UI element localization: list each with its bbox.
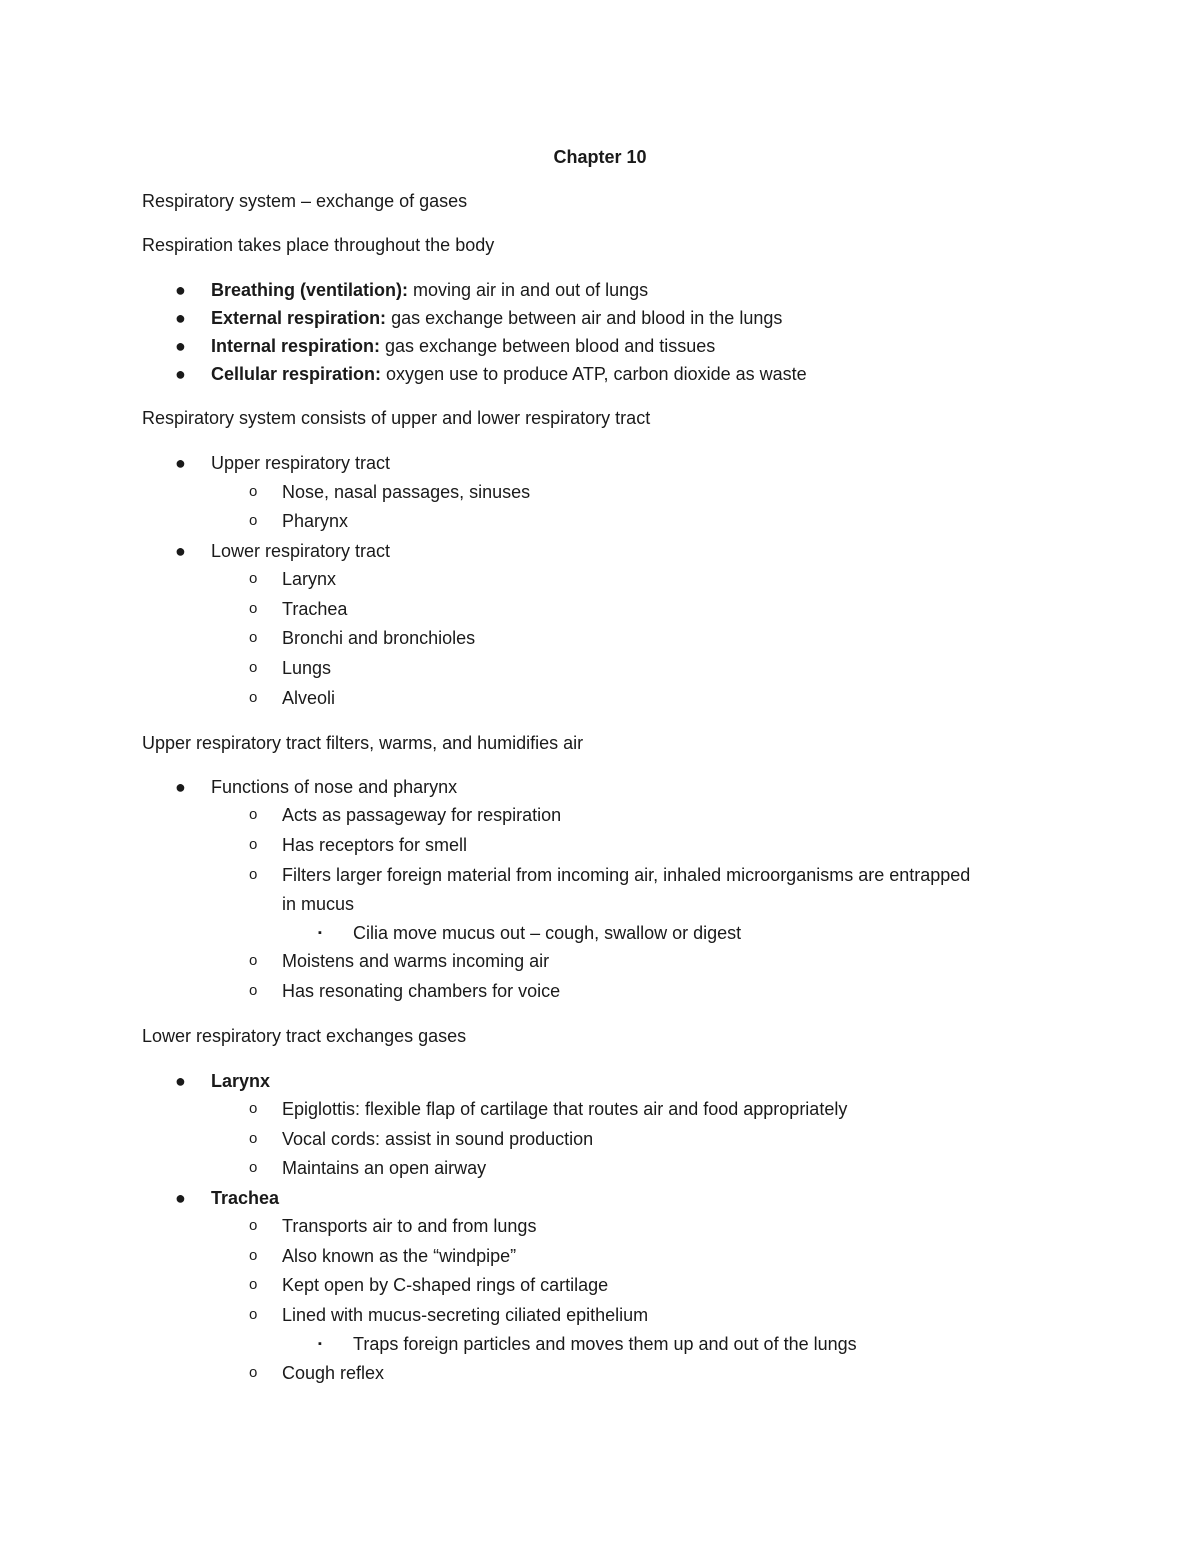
- sub-list-item: Transports air to and from lungs: [282, 1216, 537, 1236]
- bullet-icon: ●: [175, 453, 186, 473]
- paragraph: Respiratory system – exchange of gases: [142, 191, 468, 211]
- list-item-desc: gas exchange between blood and tissues: [380, 336, 716, 356]
- list-item-term: Breathing (ventilation):: [211, 280, 408, 300]
- page-title: Chapter 10: [553, 147, 647, 167]
- sub-sub-list-item: Cilia move mucus out – cough, swallow or digest: [353, 923, 742, 943]
- list-item-term: Internal respiration:: [211, 336, 381, 356]
- sub-list-item: Vocal cords: assist in sound production: [282, 1129, 594, 1149]
- bullet-icon: ●: [175, 280, 186, 300]
- sub-list-item: Kept open by C-shaped rings of cartilage: [282, 1275, 609, 1295]
- circle-bullet-icon: o: [249, 1306, 258, 1323]
- circle-bullet-icon: o: [249, 866, 258, 883]
- sub-sub-list-item: Traps foreign particles and moves them up and out of the lungs: [353, 1334, 857, 1354]
- list-item-desc: moving air in and out of lungs: [408, 280, 649, 300]
- circle-bullet-icon: o: [249, 600, 258, 617]
- list-item: Upper respiratory tract: [211, 453, 391, 473]
- paragraph: Respiration takes place throughout the body: [142, 235, 495, 255]
- sub-list-item: Alveoli: [282, 688, 336, 708]
- list-item: [211, 335, 715, 357]
- list-item: Larynx: [211, 1071, 271, 1091]
- list-item-desc: oxygen use to produce ATP, carbon dioxide as waste: [381, 364, 807, 384]
- sub-list-item: Trachea: [282, 599, 348, 619]
- circle-bullet-icon: o: [249, 1247, 258, 1264]
- circle-bullet-icon: o: [249, 982, 258, 999]
- list-item: Trachea: [211, 1188, 280, 1208]
- sub-list-item: Cough reflex: [282, 1363, 385, 1383]
- bullet-icon: ●: [175, 541, 186, 561]
- circle-bullet-icon: o: [249, 1130, 258, 1147]
- circle-bullet-icon: o: [249, 1364, 258, 1381]
- paragraph: Upper respiratory tract filters, warms, and humidifies air: [142, 733, 584, 753]
- bullet-icon: ●: [175, 308, 186, 328]
- list-item-desc: gas exchange between air and blood in the lungs: [386, 308, 783, 328]
- sub-list-item: Nose, nasal passages, sinuses: [282, 482, 531, 502]
- list-item: [211, 279, 648, 301]
- bullet-icon: ●: [175, 336, 186, 356]
- list-item: Functions of nose and pharynx: [211, 777, 458, 797]
- circle-bullet-icon: o: [249, 570, 258, 587]
- circle-bullet-icon: o: [249, 483, 258, 500]
- circle-bullet-icon: o: [249, 806, 258, 823]
- sub-list-item: Also known as the “windpipe”: [282, 1246, 517, 1266]
- sub-list-item: Pharynx: [282, 511, 349, 531]
- list-item: [211, 363, 807, 385]
- sub-list-item: Bronchi and bronchioles: [282, 628, 476, 648]
- circle-bullet-icon: o: [249, 1100, 258, 1117]
- square-bullet-icon: ▪: [318, 1338, 322, 1350]
- sub-list-item: Has resonating chambers for voice: [282, 981, 561, 1001]
- sub-list-item: Lungs: [282, 658, 332, 678]
- sub-list-item: Larynx: [282, 569, 337, 589]
- sub-list-item: Acts as passageway for respiration: [282, 805, 562, 825]
- sub-list-item: Lined with mucus-secreting ciliated epithelium: [282, 1305, 649, 1325]
- bullet-icon: ●: [175, 364, 186, 384]
- circle-bullet-icon: o: [249, 629, 258, 646]
- circle-bullet-icon: o: [249, 952, 258, 969]
- paragraph: Lower respiratory tract exchanges gases: [142, 1026, 467, 1046]
- circle-bullet-icon: o: [249, 1276, 258, 1293]
- square-bullet-icon: ▪: [318, 927, 322, 939]
- circle-bullet-icon: o: [249, 689, 258, 706]
- sub-list-item: Moistens and warms incoming air: [282, 951, 550, 971]
- circle-bullet-icon: o: [249, 659, 258, 676]
- paragraph: Respiratory system consists of upper and lower respiratory tract: [142, 408, 651, 428]
- circle-bullet-icon: o: [249, 512, 258, 529]
- circle-bullet-icon: o: [249, 836, 258, 853]
- sub-list-item-continued: in mucus: [282, 894, 355, 914]
- sub-list-item: Epiglottis: flexible flap of cartilage that routes air and food appropriately: [282, 1099, 848, 1119]
- list-item: [211, 307, 782, 329]
- circle-bullet-icon: o: [249, 1159, 258, 1176]
- list-item-term: External respiration:: [211, 308, 387, 328]
- list-item-term: Cellular respiration:: [211, 364, 382, 384]
- bullet-icon: ●: [175, 1188, 186, 1208]
- sub-list-item: Filters larger foreign material from incoming air, inhaled microorganisms are entrapped: [282, 865, 971, 885]
- bullet-icon: ●: [175, 1071, 186, 1091]
- list-item: Lower respiratory tract: [211, 541, 391, 561]
- sub-list-item: Maintains an open airway: [282, 1158, 487, 1178]
- bullet-icon: ●: [175, 777, 186, 797]
- circle-bullet-icon: o: [249, 1217, 258, 1234]
- sub-list-item: Has receptors for smell: [282, 835, 468, 855]
